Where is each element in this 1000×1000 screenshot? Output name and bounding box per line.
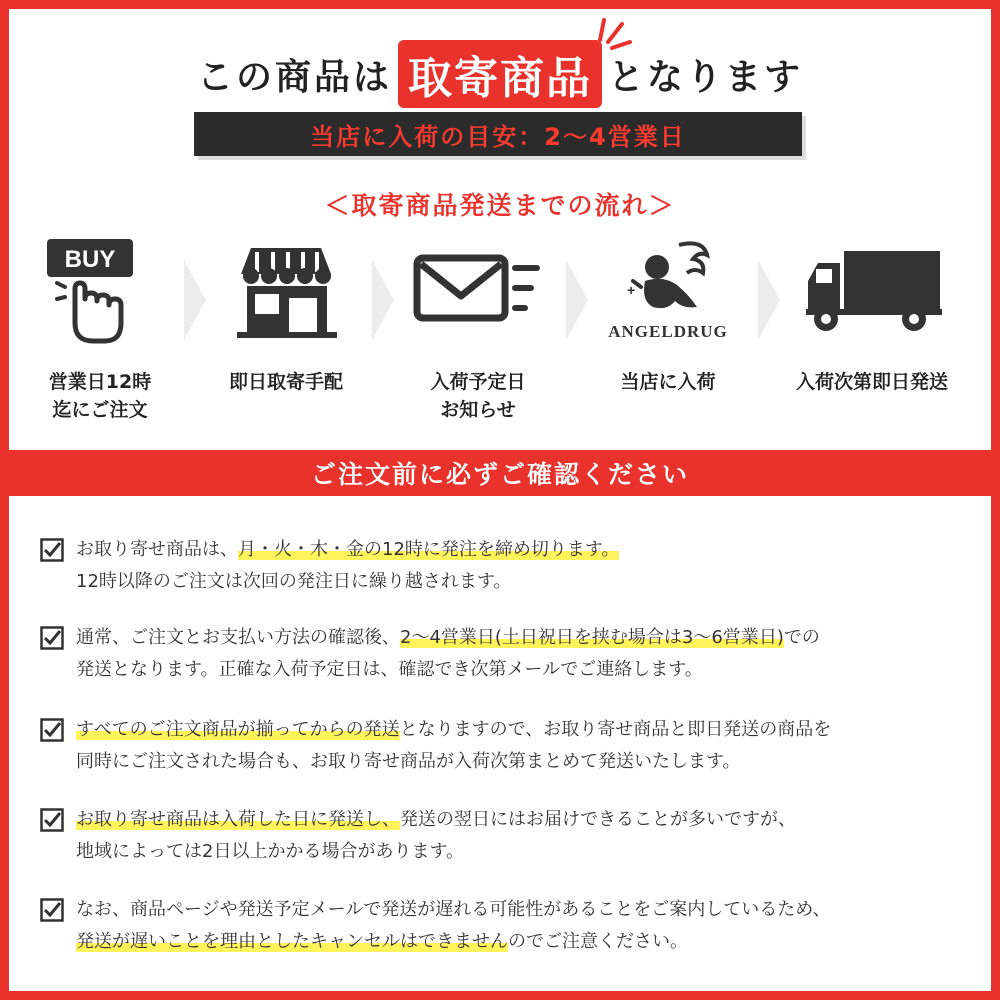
- buy-click-icon: [35, 237, 145, 347]
- svg-text:+: +: [627, 282, 636, 298]
- arrival-estimate-banner: 当店に入荷の目安：2〜4営業日: [194, 112, 802, 156]
- checkbox-checked-icon: [40, 626, 64, 650]
- notice-heading: ご注文前に必ずご確認ください: [0, 450, 1000, 496]
- notice-line: お取り寄せ商品は入荷した日に発送し、発送の翌日にはお届けできることが多いですが、: [76, 809, 796, 830]
- step-label: 当店に入荷: [620, 371, 716, 393]
- checkbox-checked-icon: [40, 898, 64, 922]
- notice-line: 同時にご注文された場合も、お取り寄せ商品が入荷次第まとめて発送いたします。: [76, 751, 741, 772]
- brand-text: ANGELDRUG: [608, 322, 728, 341]
- title-highlight-badge: [398, 40, 602, 108]
- notice-item: [40, 804, 970, 868]
- title-highlight: 取寄商品: [408, 53, 592, 104]
- buy-text: BUY: [64, 246, 116, 273]
- step-label: 即日取寄手配: [228, 371, 343, 393]
- notice-line: 発送が遅いことを理由としたキャンセルはできませんのでご注意ください。: [76, 931, 688, 952]
- mail-icon: [413, 252, 543, 332]
- step-ship: [784, 232, 964, 352]
- step-arrange: [196, 232, 376, 352]
- title-suffix: となります: [608, 56, 804, 98]
- step-label: 入荷次第即日発送: [795, 371, 948, 393]
- title-prefix: この商品は: [196, 56, 392, 98]
- truck-icon: [804, 247, 944, 337]
- flow-heading: ＜取寄商品発送までの流れ＞: [324, 191, 676, 220]
- store-icon: [231, 242, 341, 342]
- emphasis-burst-icon: [594, 10, 634, 50]
- step-label: 営業日12時 迄にご注文: [48, 371, 152, 421]
- page-title: [0, 40, 1000, 108]
- notice-line: なお、商品ページや発送予定メールで発送が遅れる可能性があることをご案内しているため、: [76, 899, 831, 920]
- checkbox-checked-icon: [40, 808, 64, 832]
- notice-line: 12時以降のご注文は次回の発注日に繰り越されます。: [76, 571, 512, 592]
- checkbox-checked-icon: [40, 538, 64, 562]
- step-arrival: [578, 232, 758, 352]
- step-order: [0, 232, 180, 352]
- notice-line: 地域によっては2日以上かかる場合があります。: [76, 841, 465, 862]
- step-label: 入荷予定日 お知らせ: [430, 371, 526, 421]
- notice-line: 発送となります。正確な入荷予定日は、確認でき次第メールでご連絡します。: [76, 659, 703, 680]
- notice-line: お取り寄せ商品は、月・火・木・金の12時に発注を締め切ります。: [76, 539, 620, 560]
- notice-item: [40, 714, 970, 778]
- chevron-right-icon: [758, 260, 780, 340]
- notice-item: [40, 622, 970, 686]
- notice-line: すべてのご注文商品が揃ってからの発送となりますので、お取り寄せ商品と即日発送の商品を: [76, 719, 832, 740]
- notice-item: [40, 894, 970, 958]
- checkbox-checked-icon: [40, 718, 64, 742]
- step-notify: [388, 232, 568, 352]
- notice-line: 通常、ご注文とお支払い方法の確認後、2〜4営業日(土日祝日を挟む場合は3〜6営業日)での: [76, 627, 820, 648]
- angeldrug-logo: [593, 237, 743, 347]
- notice-item: [40, 534, 970, 598]
